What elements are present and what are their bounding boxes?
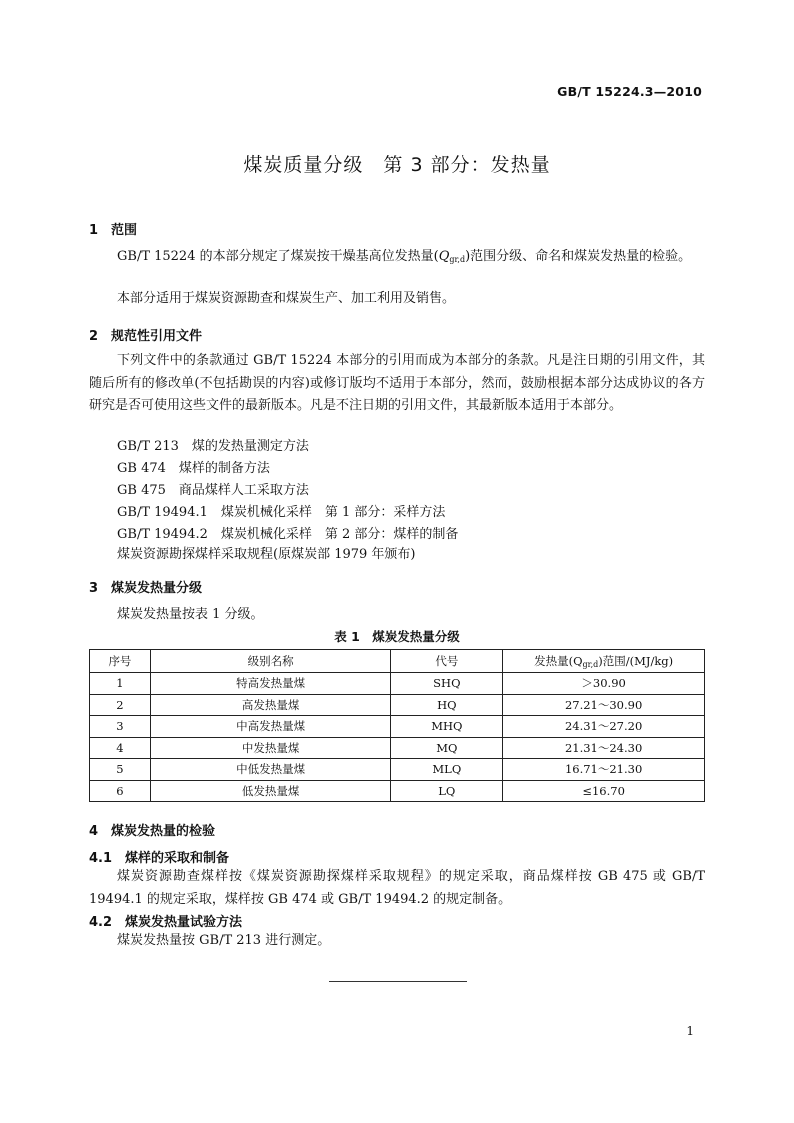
table-row (90, 694, 705, 716)
cell-code: SHQ (391, 673, 503, 695)
cell-name: 高发热量煤 (150, 694, 391, 716)
subsection-4-2-paragraph: 煤炭发热量按 GB/T 213 进行测定。 (117, 933, 331, 948)
cell-name: 特高发热量煤 (150, 673, 391, 695)
table-header-row (90, 650, 705, 673)
reference-item: 煤炭资源勘探煤样采取规程(原煤炭部 1979 年颁布) (117, 547, 416, 562)
cell-code: LQ (391, 780, 503, 802)
section-title: 范围 (111, 223, 138, 238)
section-1-heading (89, 219, 137, 238)
reference-item: GB/T 19494.1 煤炭机械化采样 第 1 部分：采样方法 (117, 505, 446, 520)
section-title: 煤炭发热量的检验 (111, 824, 216, 839)
text-run: )范围分级、命名和煤炭发热量的检验。 (465, 249, 692, 264)
document-title: 煤炭质量分级 第 3 部分：发热量 (243, 154, 551, 176)
text-run: GB/T 15224 的本部分规定了煤炭按干燥基高位发热量( (117, 249, 439, 264)
cell-range: ≤16.70 (503, 780, 705, 802)
cell-range: 27.21～30.90 (503, 694, 705, 716)
cell-name: 中发热量煤 (150, 737, 391, 759)
subscript: gr,d (582, 660, 599, 669)
subscript: gr,d (449, 255, 466, 264)
cell-code: MHQ (391, 716, 503, 738)
cell-no: 6 (90, 780, 151, 802)
subsection-title: 煤炭发热量试验方法 (125, 915, 243, 930)
text-run: )范围/(MJ/kg) (598, 654, 674, 668)
reference-item: GB/T 213 煤的发热量测定方法 (117, 439, 309, 454)
subsection-4-1-paragraph: 煤炭资源勘查煤样按《煤炭资源勘探煤样采取规程》的规定采取，商品煤样按 GB 475 或 GB/T 19494.1 的规定采取，煤样按 GB 474 或 GB/T 19494.2 的规定制备。 (89, 869, 705, 907)
calorific-grade-table (89, 649, 705, 802)
end-rule (329, 981, 467, 982)
section-3-heading (89, 577, 202, 596)
cell-no: 3 (90, 716, 151, 738)
table-row (90, 759, 705, 781)
section-number: 2 (89, 329, 99, 344)
cell-name: 低发热量煤 (150, 780, 391, 802)
cell-range: 21.31～24.30 (503, 737, 705, 759)
section-number: 4 (89, 824, 99, 839)
symbol-q: Q (438, 249, 450, 264)
reference-item: GB/T 19494.2 煤炭机械化采样 第 2 部分：煤样的制备 (117, 527, 459, 542)
cell-code: HQ (391, 694, 503, 716)
table-row (90, 780, 705, 802)
subsection-number: 4.2 (89, 915, 113, 930)
section-3-paragraph: 煤炭发热量按表 1 分级。 (117, 607, 264, 622)
cell-range: 16.71～21.30 (503, 759, 705, 781)
cell-no: 1 (90, 673, 151, 695)
section-number: 3 (89, 581, 99, 596)
subsection-number: 4.1 (89, 851, 113, 866)
section-title: 煤炭发热量分级 (111, 581, 203, 596)
section-4-heading (89, 820, 215, 839)
table-row (90, 737, 705, 759)
cell-code: MLQ (391, 759, 503, 781)
reference-item: GB 474 煤样的制备方法 (117, 461, 270, 476)
section-1-paragraph-2: 本部分适用于煤炭资源勘查和煤炭生产、加工利用及销售。 (117, 291, 456, 306)
section-title: 规范性引用文件 (111, 329, 203, 344)
section-2-heading (89, 325, 202, 344)
section-number: 1 (89, 223, 99, 238)
text-run: 发热量(Q (534, 654, 583, 668)
table-row (90, 673, 705, 695)
section-2-paragraph: 下列文件中的条款通过 GB/T 15224 本部分的引用而成为本部分的条款。凡是注日期的引用文件，其随后所有的修改单(不包括勘误的内容)或修订版均不适用于本部分，然而，鼓励根据本部分达成协议的各方研究是否可使用这些文件的最新版本。凡是不注日期的引用文件，其最新版本适用于本部分。 (89, 353, 705, 413)
header-cell: 级别名称 (150, 650, 391, 673)
cell-name: 中低发热量煤 (150, 759, 391, 781)
header-cell: 代号 (391, 650, 503, 673)
table-caption: 表 1 煤炭发热量分级 (334, 629, 460, 644)
cell-no: 4 (90, 737, 151, 759)
header-cell (503, 650, 705, 673)
header-cell: 序号 (90, 650, 151, 673)
subsection-title: 煤样的采取和制备 (125, 851, 230, 866)
subsection-4-1-heading (89, 847, 229, 866)
section-1-paragraph-1 (89, 246, 705, 272)
reference-item: GB 475 商品煤样人工采取方法 (117, 483, 309, 498)
cell-no: 2 (90, 694, 151, 716)
table-row (90, 716, 705, 738)
cell-name: 中高发热量煤 (150, 716, 391, 738)
subsection-4-2-heading (89, 911, 242, 930)
cell-no: 5 (90, 759, 151, 781)
cell-range: ＞30.90 (503, 673, 705, 695)
cell-code: MQ (391, 737, 503, 759)
cell-range: 24.31～27.20 (503, 716, 705, 738)
page-number: 1 (686, 1024, 694, 1038)
standard-number: GB/T 15224.3—2010 (557, 84, 702, 99)
